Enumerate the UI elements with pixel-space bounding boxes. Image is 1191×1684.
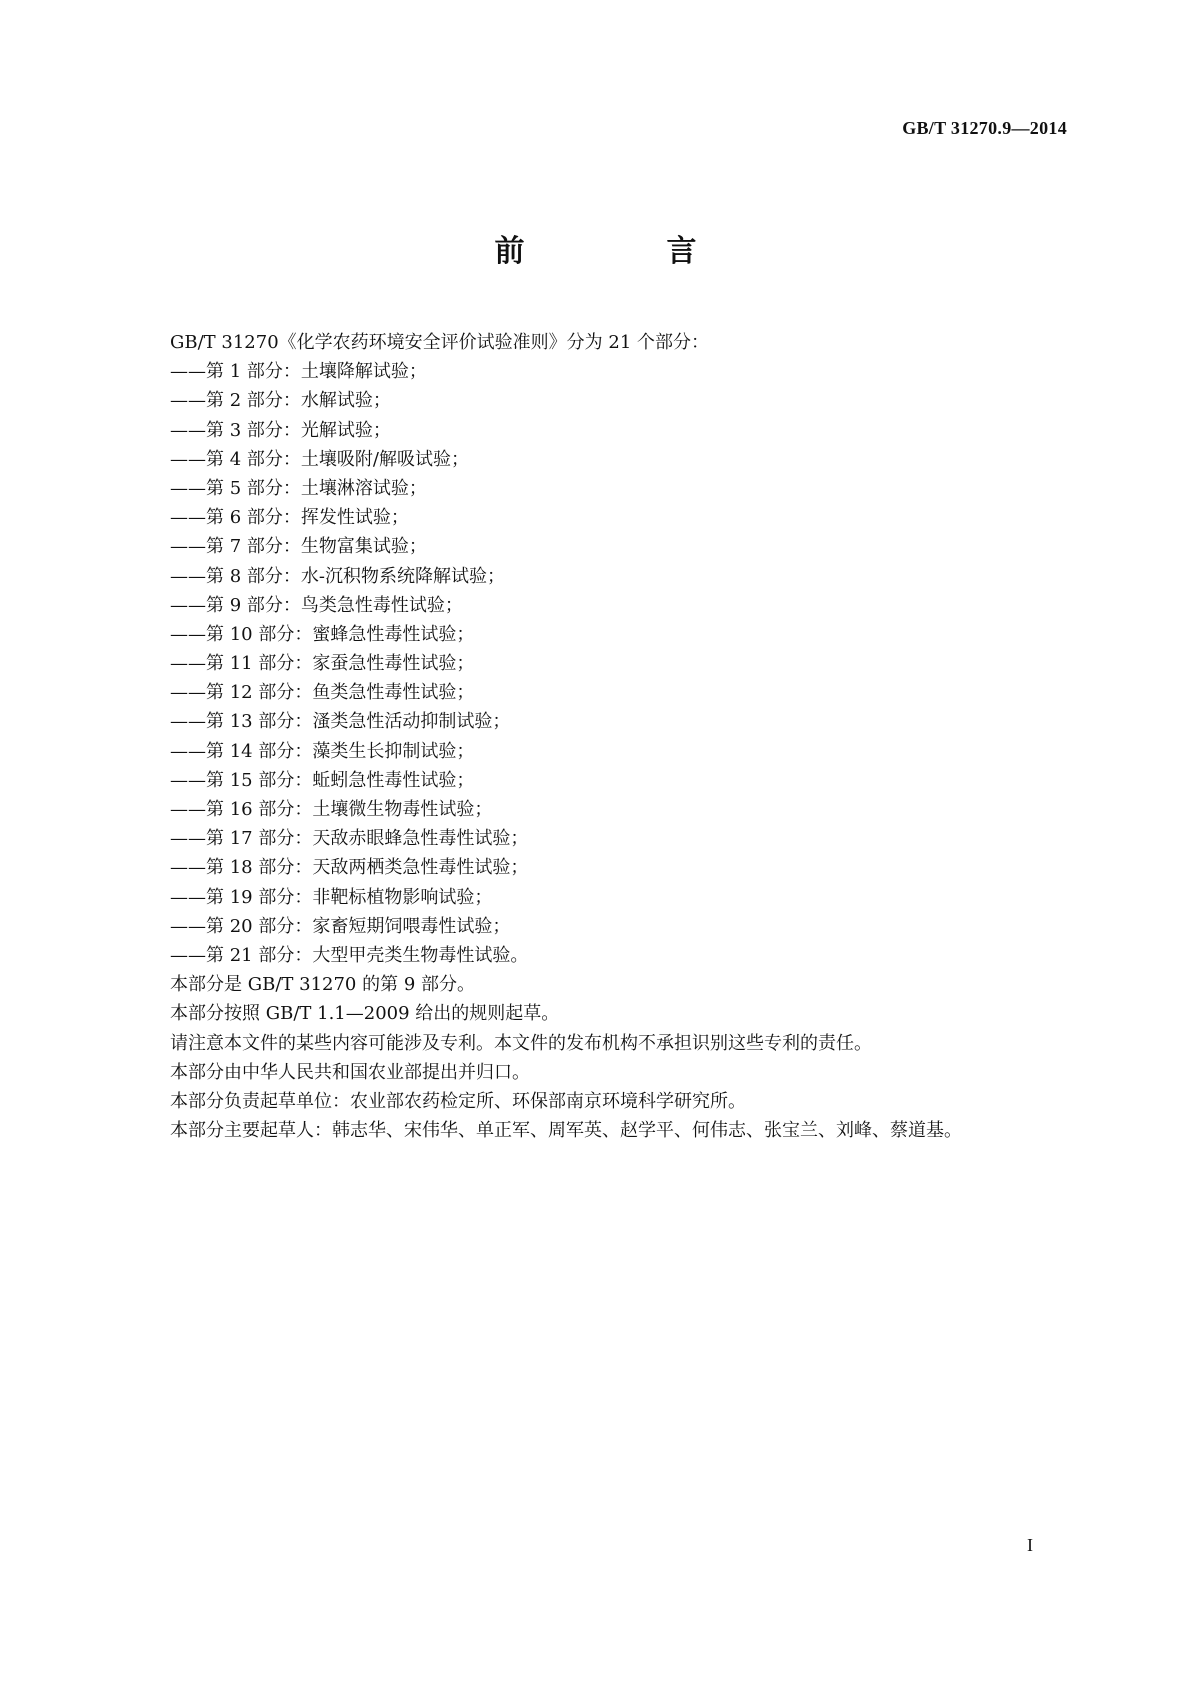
list-item: ——第 13 部分：溞类急性活动抑制试验； [170, 711, 511, 733]
list-item: ——第 2 部分：水解试验； [170, 390, 391, 412]
list-item: ——第 1 部分：土壤降解试验； [170, 361, 427, 383]
intro-paragraph: GB/T 31270《化学农药环境安全评价试验准则》分为 21 个部分： [170, 332, 710, 353]
list-item: ——第 21 部分：大型甲壳类生物毒性试验。 [170, 944, 529, 966]
list-item: ——第 7 部分：生物富集试验； [170, 536, 427, 558]
list-item: ——第 17 部分：天敌赤眼蜂急性毒性试验； [170, 828, 529, 850]
list-item: ——第 5 部分：土壤淋溶试验； [170, 477, 427, 499]
list-item: ——第 8 部分：水-沉积物系统降解试验； [170, 565, 505, 587]
list-item: ——第 12 部分：鱼类急性毒性试验； [170, 682, 475, 704]
page-title: 前 言 [494, 234, 753, 269]
list-item: ——第 18 部分：天敌两栖类急性毒性试验； [170, 857, 529, 879]
note-paragraph: 本部分主要起草人：韩志华、宋伟华、单正军、周军英、赵学平、何伟志、张宝兰、刘峰、蔡道基。 [170, 1120, 962, 1142]
list-item: ——第 4 部分：土壤吸附/解吸试验； [170, 448, 469, 470]
list-item: ——第 19 部分：非靶标植物影响试验； [170, 886, 493, 908]
note-paragraph: 请注意本文件的某些内容可能涉及专利。本文件的发布机构不承担识别这些专利的责任。 [170, 1032, 872, 1054]
list-item: ——第 10 部分：蜜蜂急性毒性试验； [170, 623, 475, 645]
list-item: ——第 15 部分：蚯蚓急性毒性试验； [170, 769, 475, 791]
note-paragraph: 本部分按照 GB/T 1.1—2009 给出的规则起草。 [170, 1003, 560, 1025]
note-paragraph: 本部分是 GB/T 31270 的第 9 部分。 [170, 974, 475, 996]
list-item: ——第 6 部分：挥发性试验； [170, 507, 409, 529]
standard-code: GB/T 31270.9—2014 [902, 118, 1067, 138]
page-number: I [1027, 1535, 1033, 1555]
list-item: ——第 20 部分：家畜短期饲喂毒性试验； [170, 915, 511, 937]
note-paragraph: 本部分由中华人民共和国农业部提出并归口。 [170, 1061, 530, 1083]
foreword-body [170, 328, 1050, 1145]
list-item: ——第 9 部分：鸟类急性毒性试验； [170, 594, 463, 616]
list-item: ——第 3 部分：光解试验； [170, 419, 391, 441]
list-item: ——第 14 部分：藻类生长抑制试验； [170, 740, 475, 762]
list-item: ——第 16 部分：土壤微生物毒性试验； [170, 799, 493, 820]
note-paragraph: 本部分负责起草单位：农业部农药检定所、环保部南京环境科学研究所。 [170, 1090, 746, 1112]
list-item: ——第 11 部分：家蚕急性毒性试验； [170, 653, 475, 675]
